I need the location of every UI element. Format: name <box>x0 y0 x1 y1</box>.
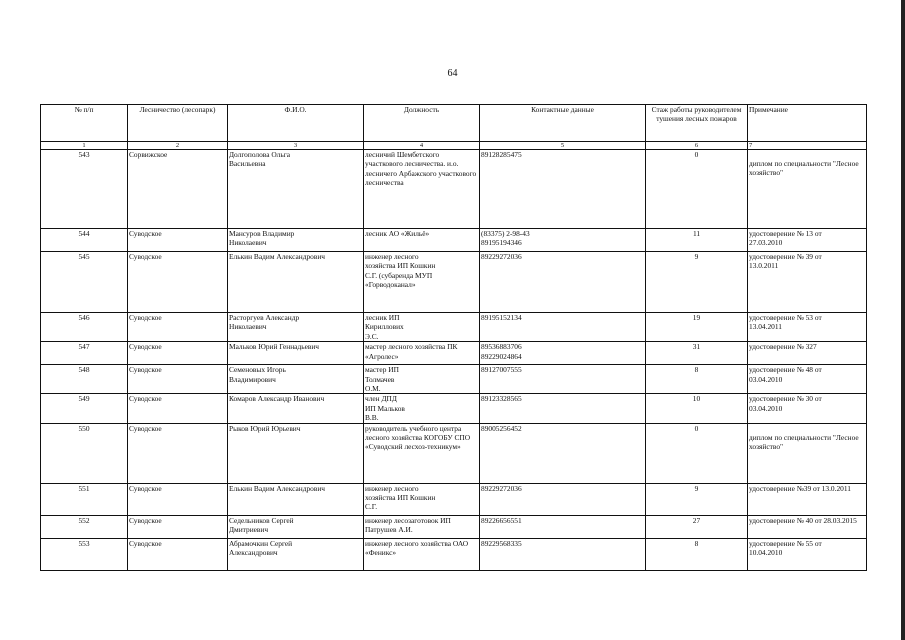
table-row <box>41 365 867 394</box>
row-forestry: Суводское <box>128 313 228 342</box>
row-position: инженер лесного хозяйства ИП Кошкин С.Г. <box>364 483 480 515</box>
row-position: лесничий Шембетского участкового лесничества. и.о. лесничего Арбажского участкового лесничества <box>364 150 480 229</box>
row-forestry: Суводское <box>128 342 228 365</box>
header-experience: Стаж работы руководителем тушения лесных пожаров <box>646 105 748 142</box>
row-contacts: 89128285475 <box>480 150 646 229</box>
column-number: 2 <box>128 142 228 150</box>
table-row <box>41 229 867 252</box>
row-number: 550 <box>41 423 128 483</box>
row-contacts: (83375) 2-98-43 89195194346 <box>480 229 646 252</box>
table-row <box>41 483 867 515</box>
row-experience: 9 <box>646 252 748 313</box>
row-full-name: Расторгуев Александр Николаевич <box>228 313 364 342</box>
column-number: 7 <box>748 142 867 150</box>
row-number: 548 <box>41 365 128 394</box>
header-position: Должность <box>364 105 480 142</box>
row-contacts: 89195152134 <box>480 313 646 342</box>
row-experience: 8 <box>646 538 748 570</box>
row-note: удостоверение № 48 от 03.04.2010 <box>748 365 867 394</box>
row-number: 544 <box>41 229 128 252</box>
row-full-name: Мальков Юрий Геннадьевич <box>228 342 364 365</box>
row-number: 545 <box>41 252 128 313</box>
row-note: удостоверение № 55 от 10.04.2010 <box>748 538 867 570</box>
row-contacts: 89226656551 <box>480 515 646 538</box>
row-experience: 27 <box>646 515 748 538</box>
row-experience: 31 <box>646 342 748 365</box>
row-contacts: 89229272036 <box>480 483 646 515</box>
row-experience: 9 <box>646 483 748 515</box>
row-number: 552 <box>41 515 128 538</box>
row-contacts: 89127007555 <box>480 365 646 394</box>
row-experience: 0 <box>646 150 748 229</box>
table-row <box>41 342 867 365</box>
row-note: удостоверение № 39 от 13.0.2011 <box>748 252 867 313</box>
table-row <box>41 252 867 313</box>
row-position: инженер лесозаготовок ИП Патрушев А.И. <box>364 515 480 538</box>
row-experience: 10 <box>646 394 748 423</box>
table-row <box>41 423 867 483</box>
row-forestry: Суводское <box>128 394 228 423</box>
row-experience: 0 <box>646 423 748 483</box>
row-position: член ДПД ИП Мальков В.В. <box>364 394 480 423</box>
row-forestry: Суводское <box>128 483 228 515</box>
page-number: 64 <box>447 68 458 79</box>
row-number: 547 <box>41 342 128 365</box>
row-note: диплом по специальности "Лесное хозяйство" <box>748 423 867 483</box>
row-contacts: 89536883706 89229024864 <box>480 342 646 365</box>
row-position: лесник АО «Жильё» <box>364 229 480 252</box>
header-note: Примечание <box>748 105 867 142</box>
row-note: удостоверение № 13 от 27.03.2010 <box>748 229 867 252</box>
row-forestry: Суводское <box>128 515 228 538</box>
row-position: мастер лесного хозяйства ПК «Агролес» <box>364 342 480 365</box>
row-note: удостоверение № 327 <box>748 342 867 365</box>
row-forestry: Суводское <box>128 423 228 483</box>
row-experience: 8 <box>646 365 748 394</box>
table-row <box>41 538 867 570</box>
row-number: 553 <box>41 538 128 570</box>
column-number: 1 <box>41 142 128 150</box>
row-number: 543 <box>41 150 128 229</box>
column-number: 5 <box>480 142 646 150</box>
table-row <box>41 313 867 342</box>
row-full-name: Рыков Юрий Юрьевич <box>228 423 364 483</box>
row-position: лесник ИП Кириллових Э.С. <box>364 313 480 342</box>
header-row <box>41 105 867 142</box>
row-forestry: Сорвижское <box>128 150 228 229</box>
table-row <box>41 394 867 423</box>
row-contacts: 89123328565 <box>480 394 646 423</box>
row-number: 549 <box>41 394 128 423</box>
row-forestry: Суводское <box>128 229 228 252</box>
header-forestry: Лесничество (лесопарк) <box>128 105 228 142</box>
row-number: 551 <box>41 483 128 515</box>
row-forestry: Суводское <box>128 252 228 313</box>
row-note: удостоверение № 30 от 03.04.2010 <box>748 394 867 423</box>
header-contacts: Контактные данные <box>480 105 646 142</box>
row-full-name: Комаров Александр Иванович <box>228 394 364 423</box>
row-experience: 19 <box>646 313 748 342</box>
row-note: удостоверение №39 от 13.0.2011 <box>748 483 867 515</box>
header-full-name: Ф.И.О. <box>228 105 364 142</box>
row-full-name: Абрамочкин Сергей Александрович <box>228 538 364 570</box>
table-row <box>41 150 867 229</box>
column-number-row <box>41 142 867 150</box>
row-contacts: 89005256452 <box>480 423 646 483</box>
header-number: № п/п <box>41 105 128 142</box>
row-position: мастер ИП Толмачев О.М. <box>364 365 480 394</box>
row-position: инженер лесного хозяйства ОАО «Феникс» <box>364 538 480 570</box>
column-number: 4 <box>364 142 480 150</box>
row-full-name: Елькин Вадим Александрович <box>228 483 364 515</box>
row-experience: 11 <box>646 229 748 252</box>
row-note: удостоверение № 40 от 28.03.2015 <box>748 515 867 538</box>
row-full-name: Мансуров Владимир Николаевич <box>228 229 364 252</box>
scan-edge <box>901 0 905 640</box>
row-note: диплом по специальности "Лесное хозяйство" <box>748 150 867 229</box>
column-number: 6 <box>646 142 748 150</box>
column-number: 3 <box>228 142 364 150</box>
row-full-name: Седельников Сергей Дмитриевич <box>228 515 364 538</box>
row-position: инженер лесного хозяйства ИП Кошкин С.Г. (субаренда МУП «Горводоканал» <box>364 252 480 313</box>
row-contacts: 89229568335 <box>480 538 646 570</box>
row-full-name: Семеновых Игорь Владимирович <box>228 365 364 394</box>
row-number: 546 <box>41 313 128 342</box>
row-full-name: Елькин Вадим Александрович <box>228 252 364 313</box>
row-contacts: 89229272036 <box>480 252 646 313</box>
row-full-name: Долгополова Ольга Васильевна <box>228 150 364 229</box>
row-forestry: Суводское <box>128 538 228 570</box>
row-position: руководитель учебного центра лесного хозяйства КОГОБУ СПО «Суводский лесхоз-техникум» <box>364 423 480 483</box>
table-row <box>41 515 867 538</box>
forest-fire-leaders-table <box>40 104 867 571</box>
row-note: удостоверение № 53 от 13.04.2011 <box>748 313 867 342</box>
row-forestry: Суводское <box>128 365 228 394</box>
